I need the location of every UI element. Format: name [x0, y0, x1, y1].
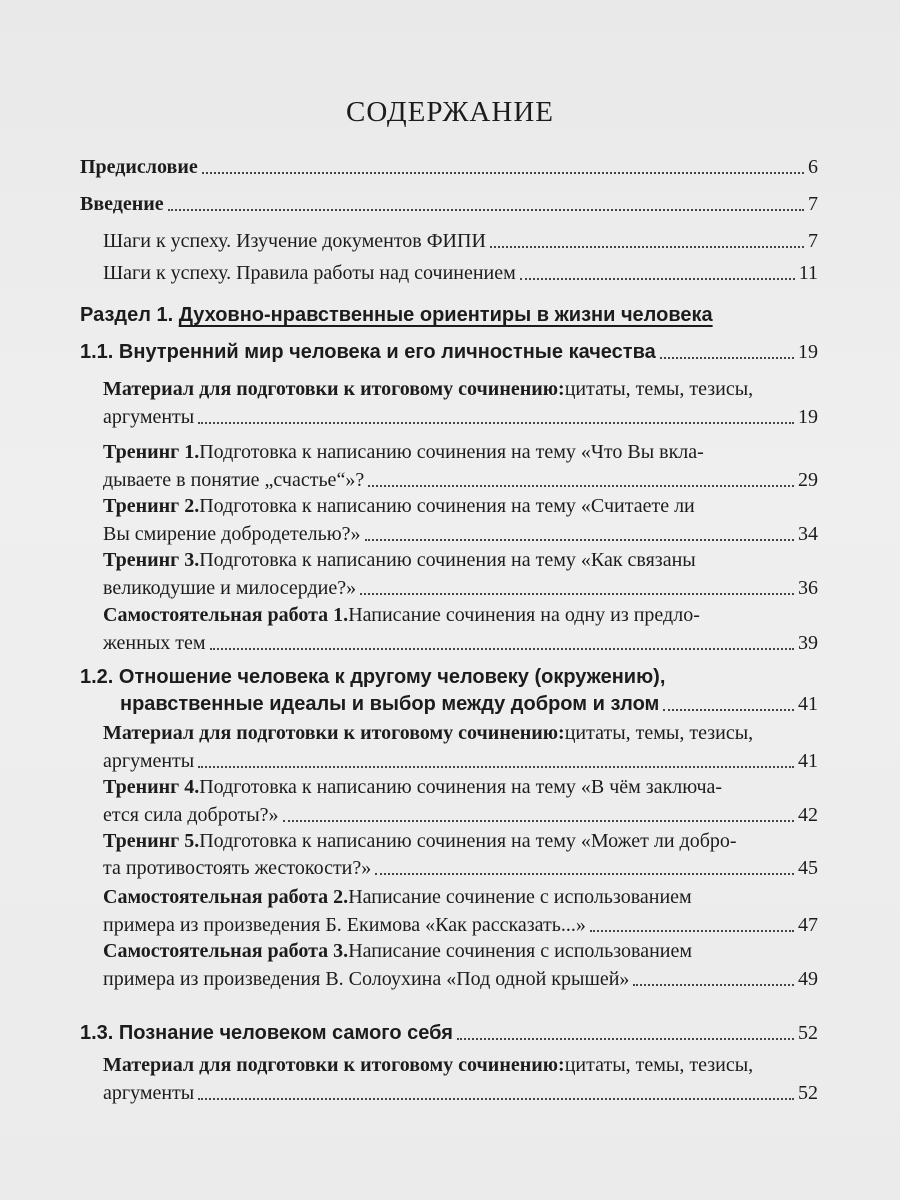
entry-bold: Тренинг 1.	[103, 441, 200, 463]
entry-text: Написание сочинение с использованием	[348, 886, 692, 908]
entry-text: Подготовка к написанию сочинения на тему «В чём заключа-	[199, 776, 723, 798]
toc-page: 11	[798, 262, 818, 284]
toc-page: 39	[798, 632, 818, 654]
toc-label: примера из произведения В. Солоухина «Под одной крышей»	[103, 968, 630, 990]
toc-entry-training-5-line2[interactable]	[103, 853, 818, 883]
toc-page: 41	[798, 750, 818, 772]
dot-leader	[365, 539, 794, 541]
toc-entry-selfwork-1-line2[interactable]	[103, 628, 818, 658]
dot-leader	[210, 648, 794, 650]
toc-label: Предисловие	[80, 156, 198, 178]
toc-label: Шаги к успеху. Правила работы над сочинением	[103, 262, 516, 284]
entry-text: цитаты, темы, тезисы,	[564, 378, 754, 400]
dot-leader	[590, 930, 794, 932]
toc-subsection-1-2-line1[interactable]	[80, 662, 818, 692]
toc-entry-material-1-2-line1[interactable]	[103, 718, 818, 748]
toc-entry-selfwork-2-line1[interactable]	[103, 882, 818, 912]
toc-page: 34	[798, 523, 818, 545]
section-prefix: Раздел 1.	[80, 304, 179, 326]
entry-text: цитаты, темы, тезисы,	[564, 722, 754, 744]
toc-label: великодушие и милосердие?»	[103, 577, 357, 599]
toc-entry-steps-rules[interactable]	[103, 258, 818, 288]
dot-leader	[360, 593, 794, 595]
entry-bold: Тренинг 3.	[103, 549, 200, 571]
dot-leader	[660, 357, 794, 359]
dot-leader	[283, 820, 794, 822]
entry-bold: Материал для подготовки к итоговому сочинению:	[103, 1054, 565, 1076]
toc-label: женных тем	[103, 632, 206, 654]
section-title: Духовно-нравственные ориентиры в жизни человека	[178, 304, 713, 326]
dot-leader	[663, 709, 794, 711]
entry-bold: Самостоятельная работа 2.	[103, 886, 349, 908]
toc-entry-training-3-line2[interactable]	[103, 573, 818, 603]
dot-leader	[490, 246, 804, 248]
entry-text: Подготовка к написанию сочинения на тему «Может ли добро-	[199, 830, 737, 852]
entry-text: Подготовка к написанию сочинения на тему «Что Вы вкла-	[199, 441, 704, 463]
toc-page: 19	[798, 341, 818, 363]
toc-page: 7	[808, 193, 818, 215]
toc-entry-intro[interactable]	[80, 189, 818, 219]
toc-page: 52	[798, 1022, 818, 1044]
entry-bold: Самостоятельная работа 1.	[103, 604, 349, 626]
toc-entry-material-1-1-line1[interactable]	[103, 374, 818, 404]
toc-label: ется сила доброты?»	[103, 804, 279, 826]
toc-label: та противостоять жестокости?»	[103, 857, 372, 879]
toc-label: примера из произведения Б. Екимова «Как рассказать...»	[103, 914, 586, 936]
entry-text: Написание сочинения с использованием	[348, 940, 693, 962]
toc-subsection-1-3[interactable]	[80, 1018, 818, 1048]
section-1-heading[interactable]	[80, 300, 818, 330]
toc-entry-training-2-line1[interactable]	[103, 491, 818, 521]
toc-label: аргументы	[103, 750, 195, 772]
toc-entry-steps-fipi[interactable]	[103, 226, 818, 256]
toc-entry-training-1-line1[interactable]	[103, 437, 818, 467]
toc-entry-foreword[interactable]	[80, 152, 818, 182]
entry-bold: Самостоятельная работа 3.	[103, 940, 349, 962]
dot-leader	[202, 172, 804, 174]
toc-label: 1.3. Познание человеком самого себя	[80, 1022, 453, 1044]
toc-entry-training-3-line1[interactable]	[103, 545, 818, 575]
toc-subsection-1-2-line2[interactable]	[120, 689, 818, 719]
dot-leader	[368, 485, 794, 487]
toc-label: дываете в понятие „счастье“»?	[103, 469, 365, 491]
toc-entry-selfwork-3-line2[interactable]	[103, 964, 818, 994]
entry-text: Подготовка к написанию сочинения на тему «Считаете ли	[199, 495, 695, 517]
toc-page: 42	[798, 804, 818, 826]
toc-page: 52	[798, 1082, 818, 1104]
toc-entry-material-1-1-line2[interactable]	[103, 402, 818, 432]
toc-entry-selfwork-1-line1[interactable]	[103, 600, 818, 630]
entry-bold: Материал для подготовки к итоговому сочинению:	[103, 378, 565, 400]
entry-bold: Материал для подготовки к итоговому сочинению:	[103, 722, 565, 744]
toc-label: 1.1. Внутренний мир человека и его личностные качества	[80, 341, 656, 363]
dot-leader	[457, 1038, 794, 1040]
entry-text: цитаты, темы, тезисы,	[564, 1054, 754, 1076]
dot-leader	[633, 984, 794, 986]
toc-page: 47	[798, 914, 818, 936]
entry-text: Написание сочинения на одну из предло-	[348, 604, 700, 626]
entry-bold: Тренинг 2.	[103, 495, 200, 517]
toc-label: 1.2. Отношение человека к другому человеку (окружению),	[80, 666, 666, 688]
dot-leader	[198, 422, 794, 424]
toc-label: Шаги к успеху. Изучение документов ФИПИ	[103, 230, 486, 252]
dot-leader	[168, 209, 804, 211]
entry-bold: Тренинг 4.	[103, 776, 200, 798]
toc-label: аргументы	[103, 1082, 195, 1104]
entry-text: Подготовка к написанию сочинения на тему «Как связаны	[199, 549, 696, 571]
toc-page: 19	[798, 406, 818, 428]
page-title: СОДЕРЖАНИЕ	[346, 96, 554, 128]
toc-label: Введение	[80, 193, 164, 215]
toc-entry-selfwork-3-line1[interactable]	[103, 936, 818, 966]
toc-page: 7	[808, 230, 818, 252]
toc-label: аргументы	[103, 406, 195, 428]
dot-leader	[375, 873, 794, 875]
toc-page: 6	[808, 156, 818, 178]
toc-page: 45	[798, 857, 818, 879]
toc-entry-material-1-3-line2[interactable]	[103, 1078, 818, 1108]
toc-page: 41	[798, 693, 818, 715]
toc-subsection-1-1[interactable]	[80, 337, 818, 367]
toc-entry-training-5-line1[interactable]	[103, 826, 818, 856]
dot-leader	[198, 766, 794, 768]
toc-entry-training-4-line1[interactable]	[103, 772, 818, 802]
entry-bold: Тренинг 5.	[103, 830, 200, 852]
dot-leader	[520, 278, 795, 280]
toc-label: нравственные идеалы и выбор между добром и злом	[120, 693, 660, 715]
toc-page: 29	[798, 469, 818, 491]
toc-entry-material-1-3-line1[interactable]	[103, 1050, 818, 1080]
toc-page: 36	[798, 577, 818, 599]
toc-page: 49	[798, 968, 818, 990]
dot-leader	[198, 1098, 794, 1100]
toc-label: Вы смирение добродетелью?»	[103, 523, 361, 545]
